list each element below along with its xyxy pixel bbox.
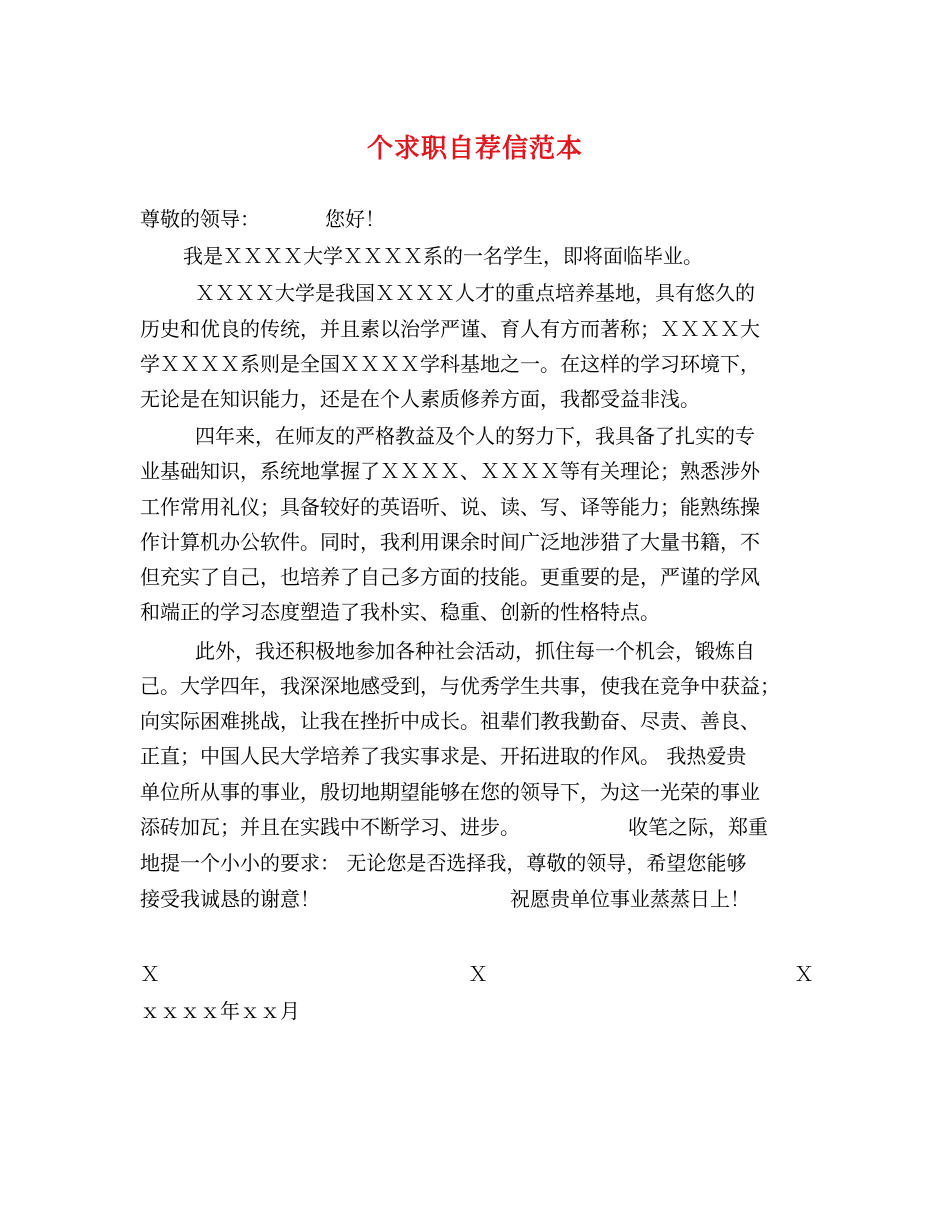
salutation: 尊敬的领导： bbox=[140, 207, 260, 231]
paragraph-4-line-5: 单位所从事的事业，殷切地期望能够在您的领导下，为这一光荣的事业 bbox=[140, 780, 760, 804]
paragraph-4-line-6b: 收笔之际，郑重 bbox=[628, 815, 768, 839]
signature-placeholder-right: Ｘ bbox=[794, 962, 814, 986]
paragraph-3-line-4: 作计算机办公软件。同时，我利用课余时间广泛地涉猎了大量书籍，不 bbox=[140, 530, 760, 554]
paragraph-4-line-7: 地提一个小小的要求： 无论您是否选择我，尊敬的领导，希望您能够 bbox=[140, 851, 747, 875]
paragraph-4-line-8b: 祝愿贵单位事业蒸蒸日上！ bbox=[510, 887, 750, 911]
paragraph-2-line-2: 历史和优良的传统，并且素以治学严谨、育人有方而著称；ＸＸＸＸ大 bbox=[140, 317, 760, 341]
greeting: 您好！ bbox=[325, 207, 385, 231]
paragraph-3-line-6: 和端正的学习态度塑造了我朴实、稳重、创新的性格特点。 bbox=[140, 600, 660, 624]
signature-placeholder-middle: Ｘ bbox=[468, 962, 488, 986]
paragraph-4-line-1: 此外，我还积极地参加各种社会活动，抓住每一个机会，锻炼自 bbox=[195, 639, 755, 663]
paragraph-2-line-3: 学ＸＸＸＸ系则是全国ＸＸＸＸ学科基地之一。在这样的学习环境下， bbox=[140, 352, 760, 376]
paragraph-2-line-4: 无论是在知识能力，还是在个人素质修养方面，我都受益非浅。 bbox=[140, 387, 700, 411]
paragraph-3-line-2: 业基础知识，系统地掌握了ＸＸＸＸ、ＸＸＸＸ等有关理论；熟悉涉外 bbox=[140, 459, 760, 483]
paragraph-4-line-3: 向实际困难挑战，让我在挫折中成长。祖辈们教我勤奋、尽责、善良、 bbox=[140, 709, 760, 733]
date-line: ｘｘｘｘ年ｘｘ月 bbox=[140, 999, 300, 1023]
paragraph-4-line-2: 己。大学四年，我深深地感受到，与优秀学生共事，使我在竞争中获益； bbox=[140, 674, 780, 698]
paragraph-4-line-6a: 添砖加瓦；并且在实践中不断学习、进步。 bbox=[140, 815, 520, 839]
paragraph-1-line-1: 我是ＸＸＸＸ大学ＸＸＸＸ系的一名学生，即将面临毕业。 bbox=[183, 244, 703, 268]
signature-placeholder-left: Ｘ bbox=[140, 962, 160, 986]
paragraph-3-line-5: 但充实了自己，也培养了自己多方面的技能。更重要的是，严谨的学风 bbox=[140, 565, 760, 589]
paragraph-3-line-1: 四年来，在师友的严格教益及个人的努力下，我具备了扎实的专 bbox=[195, 424, 755, 448]
paragraph-3-line-3: 工作常用礼仪；具备较好的英语听、说、读、写、译等能力；能熟练操 bbox=[140, 495, 760, 519]
paragraph-4-line-8a: 接受我诚恳的谢意！ bbox=[140, 887, 320, 911]
page-title: 个求职自荐信范本 bbox=[366, 134, 583, 164]
paragraph-4-line-4: 正直；中国人民大学培养了我实事求是、开拓进取的作风。 我热爱贵 bbox=[140, 744, 747, 768]
paragraph-2-line-1: ＸＸＸＸ大学是我国ＸＸＸＸ人才的重点培养基地，具有悠久的 bbox=[195, 281, 755, 305]
